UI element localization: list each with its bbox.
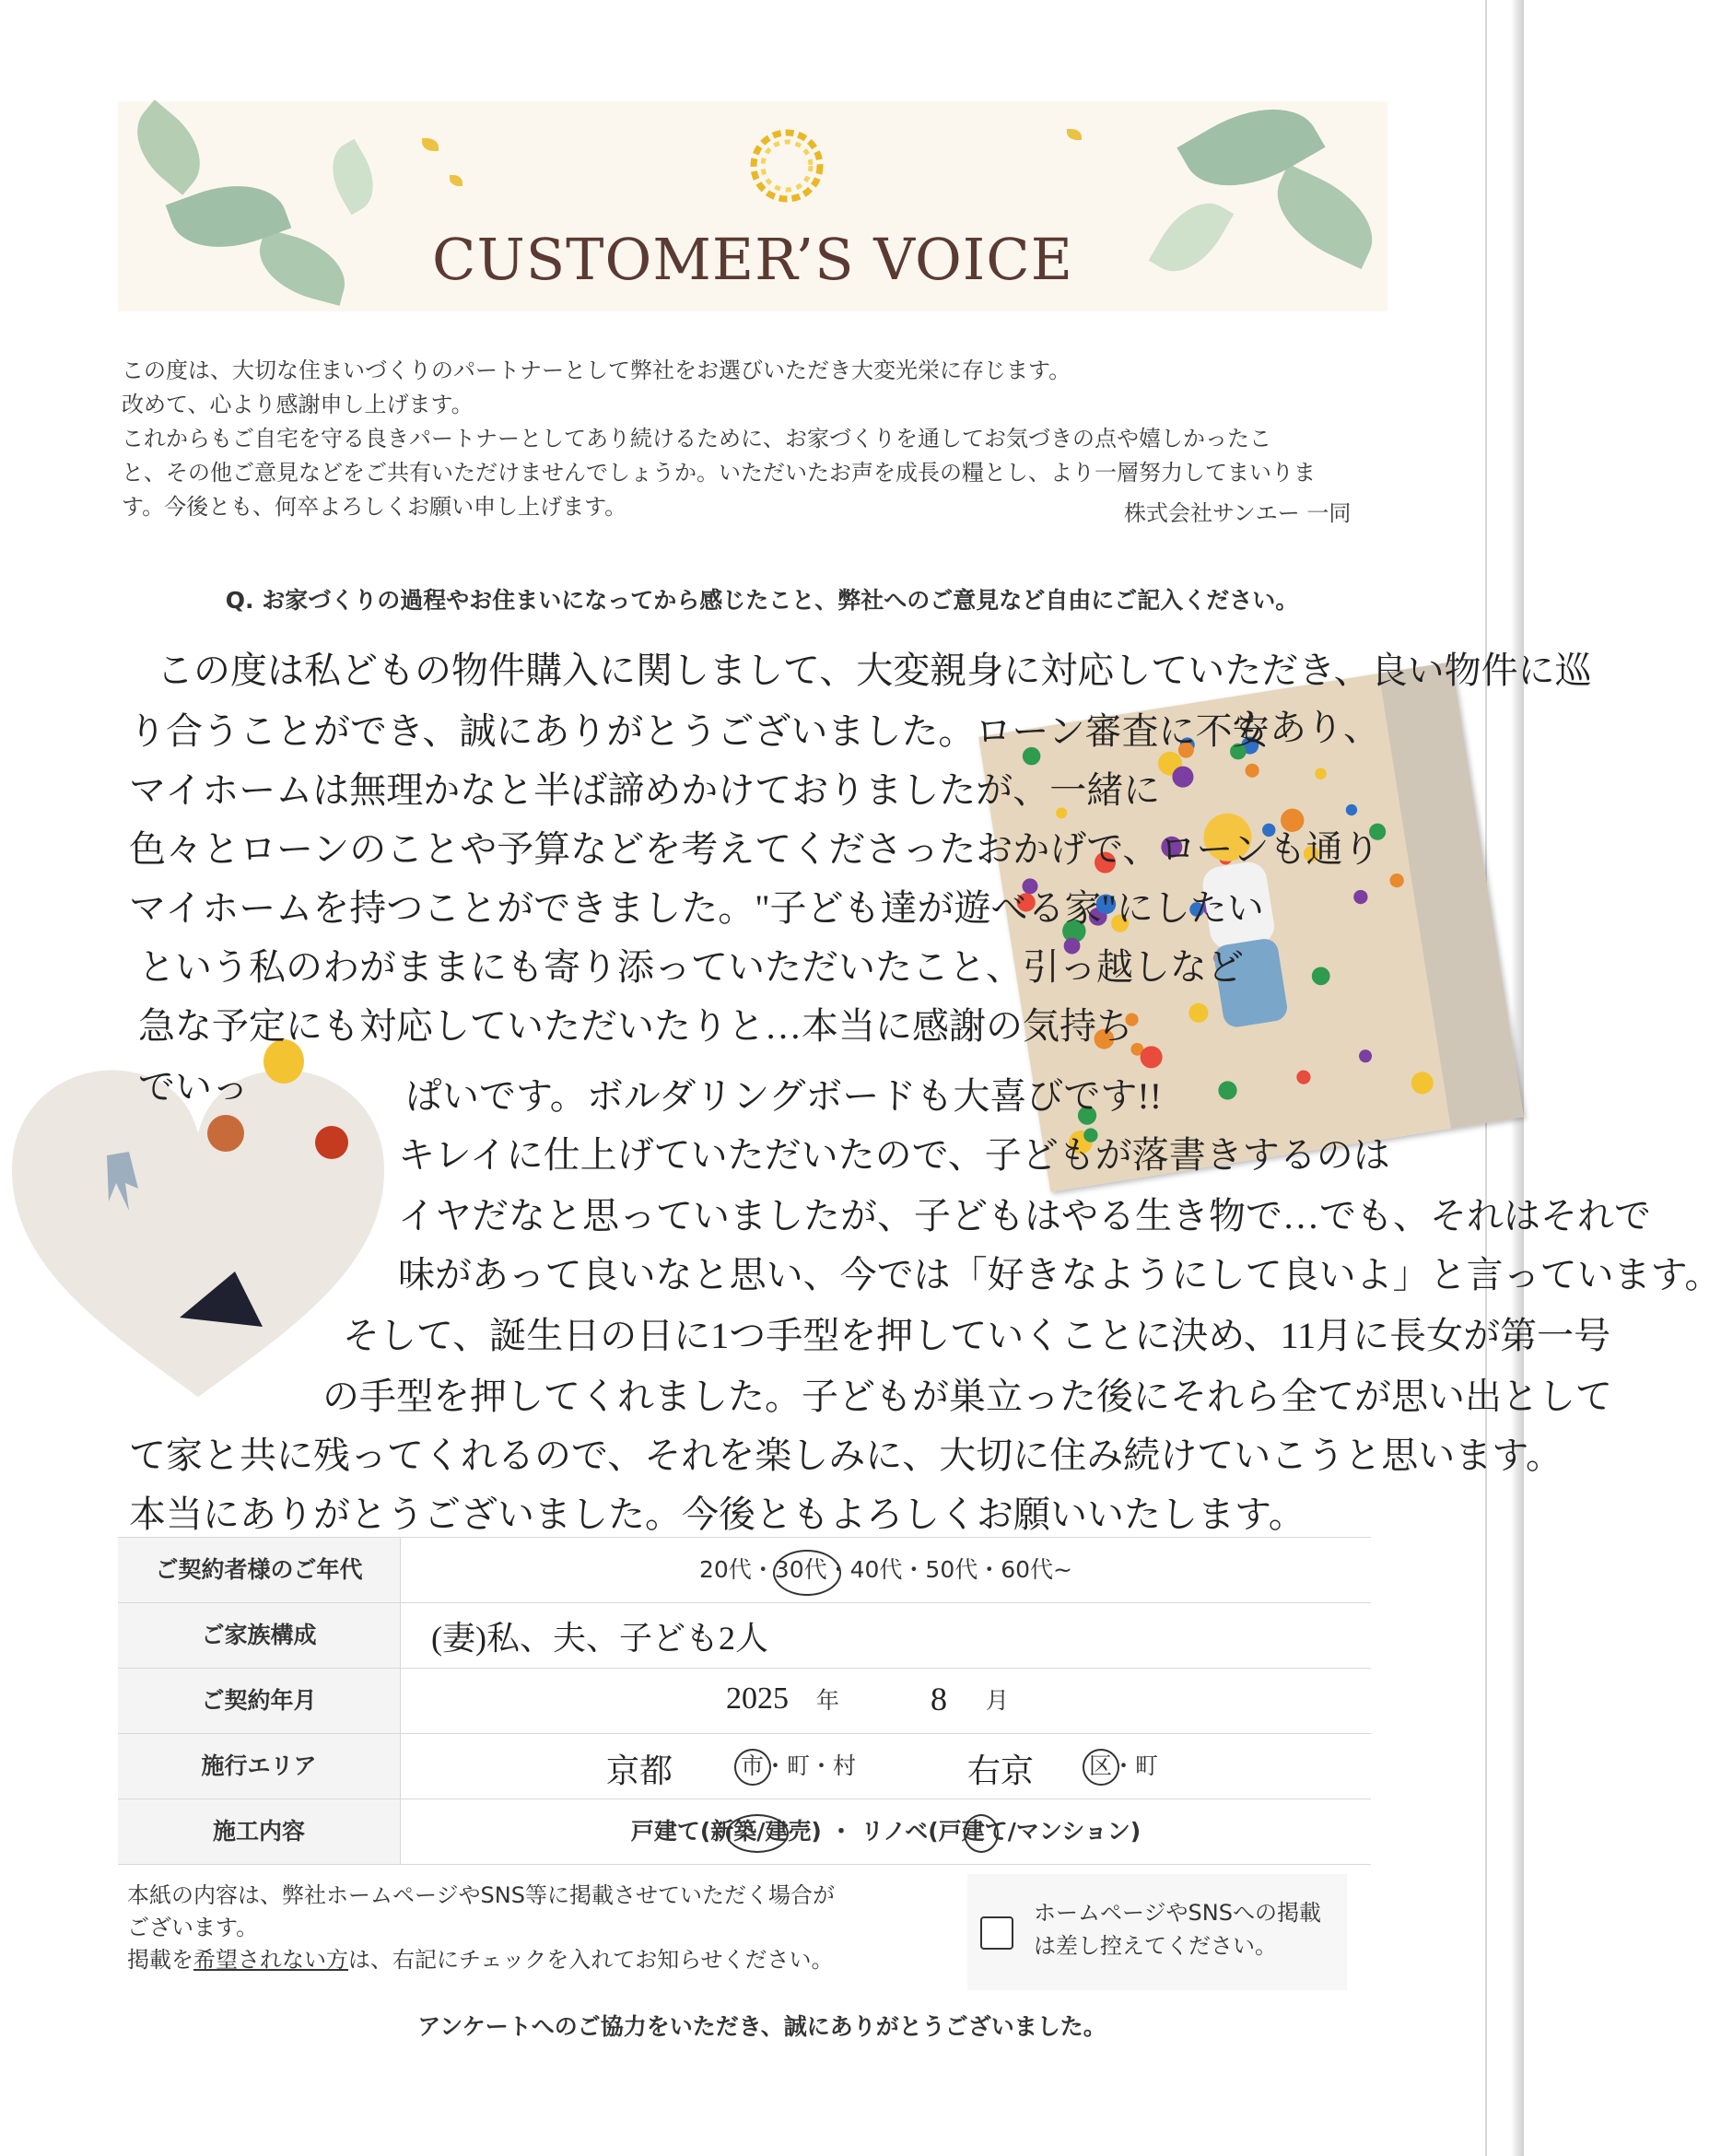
handwritten-line: マイホームを持つことができました。"子ども達が遊べる家"にしたい [129,887,1264,929]
gold-dot-decoration [450,175,462,186]
construction-label: 施工内容 [118,1799,401,1864]
contract-info-table [118,1537,1371,1865]
optout-label [1034,1896,1338,1963]
selection-circle [1083,1749,1119,1786]
leaf-decoration [119,100,218,195]
handwritten-line: でいっ [138,1066,249,1107]
optout-checkbox[interactable] [980,1916,1013,1950]
leaf-decoration [319,139,386,216]
optout-line: は差し控えてください。 [1034,1933,1277,1959]
handwritten-line: マイホームは無理かなと半ば諦めかけておりましたが、一緒に [129,769,1161,811]
selection-circle [773,1550,841,1596]
notice-post: は、右記にチェックを入れてお知らせください。 [348,1947,834,1973]
age-label: ご契約者様のご年代 [118,1538,401,1602]
handwritten-line: 色々とローンのことや予算などを考えてくださったおかげで、ローンも通り [129,828,1380,870]
handwritten-line: キレイに仕上げていただいたので、子どもが落書きするのは [398,1134,1390,1176]
age-options: 20代・30代・40代・50代・60代~ [698,1556,1072,1583]
intro-line: これからもご自宅を守る良きパートナーとしてあり続けるために、お家づくりを通してお気づきの点や嬉しかったこ [122,426,1271,451]
publication-notice [127,1880,938,1976]
construction-options: 戸建て(新築/建売) ・ リノベ(戸建て/マンション) [630,1818,1141,1845]
year-value: 2025 [726,1681,789,1716]
handwritten-line: そして、誕生日の日に1つ手型を押していくことに決め、11月に長女が第一号 [343,1315,1611,1356]
table-row [118,1537,1371,1603]
gold-dot-decoration [1067,129,1082,140]
company-signature: 株式会社サンエー 一同 [1124,500,1352,526]
page-title: CUSTOMER’S VOICE [432,226,1073,293]
handwritten-line: もあり、 [1233,707,1380,748]
month-value: 8 [931,1681,947,1717]
intro-line: 改めて、心より感謝申し上げます。 [122,392,474,417]
notice-pre: 掲載を [127,1947,193,1973]
selection-circle [734,1749,771,1786]
contract-date-label: ご契約年月 [118,1669,401,1733]
optout-line: ホームページやSNSへの掲載 [1034,1900,1321,1926]
intro-line: す。今後とも、何卒よろしくお願い申し上げます。 [122,494,627,520]
handwritten-line: という私のわがままにも寄り添っていただいたこと、引っ越しなど [138,946,1244,988]
intro-line: と、その他ご意見などをご共有いただけませんでしょうか。いただいたお声を成長の糧とし、より一層努力してまいりま [122,460,1316,486]
area-label: 施行エリア [118,1734,401,1799]
table-row [118,1734,1371,1799]
handwritten-line: 味があって良いなと思い、今では「好きなようにして良いよ」と言っています。 [398,1254,1721,1295]
thanks-message: アンケートへのご協力をいただき、誠にありがとうございました。 [417,2013,1106,2040]
ward-unit: 区・町 [1089,1752,1159,1779]
ward-value: 右京 [967,1752,1035,1789]
notice-line: ございます。 [127,1915,259,1940]
family-label: ご家族構成 [118,1603,401,1668]
selection-circle [726,1814,789,1853]
handwritten-line: 急な予定にも対応していただいたりと…本当に感謝の気持ち [138,1005,1133,1047]
selection-circle [964,1814,999,1853]
table-row [118,1603,1371,1669]
handwritten-line: 本当にありがとうございました。今後ともよろしくお願いいたします。 [129,1494,1305,1535]
month-unit: 月 [986,1687,1010,1714]
table-row [118,1799,1371,1865]
sun-ring-icon [741,120,833,212]
notice-line [127,1944,938,1976]
handwritten-line: り合うことができ、誠にありがとうございました。ローン審査に不安 [129,710,1270,752]
handwritten-line: て家と共に残ってくれるので、それを楽しみに、大切に住み続けていこうと思います。 [129,1435,1563,1476]
notice-underlined: 希望されない方 [193,1947,348,1973]
header-banner [118,101,1387,311]
intro-line: この度は、大切な住まいづくりのパートナーとして弊社をお選びいただき大変光栄に存じます。 [122,357,1071,383]
city-unit: 市・町・村 [741,1752,857,1779]
gold-dot-decoration [422,138,439,151]
notice-line: 本紙の内容は、弊社ホームページやSNS等に掲載させていただく場合が [127,1882,835,1908]
year-unit: 年 [816,1687,840,1714]
handwritten-line: の手型を押してくれました。子どもが巣立った後にそれら全てが思い出として [322,1376,1612,1417]
city-value: 京都 [606,1752,673,1789]
handwritten-line: ぱいです。ボルダリングボードも大喜びです!! [405,1075,1163,1117]
family-value: (妻)私、夫、子ども2人 [431,1620,768,1657]
question-heading: Q. お家づくりの過程やお住まいになってから感じたこと、弊社へのご意見など自由にご記入ください。 [225,587,1299,614]
table-row [118,1669,1371,1734]
handwritten-line: この度は私どもの物件購入に関しまして、大変親身に対応していただき、良い物件に巡 [157,650,1592,691]
handwritten-line: イヤだなと思っていましたが、子どもはやる生き物で…でも、それはそれで [398,1195,1651,1236]
optout-box [967,1874,1347,1990]
